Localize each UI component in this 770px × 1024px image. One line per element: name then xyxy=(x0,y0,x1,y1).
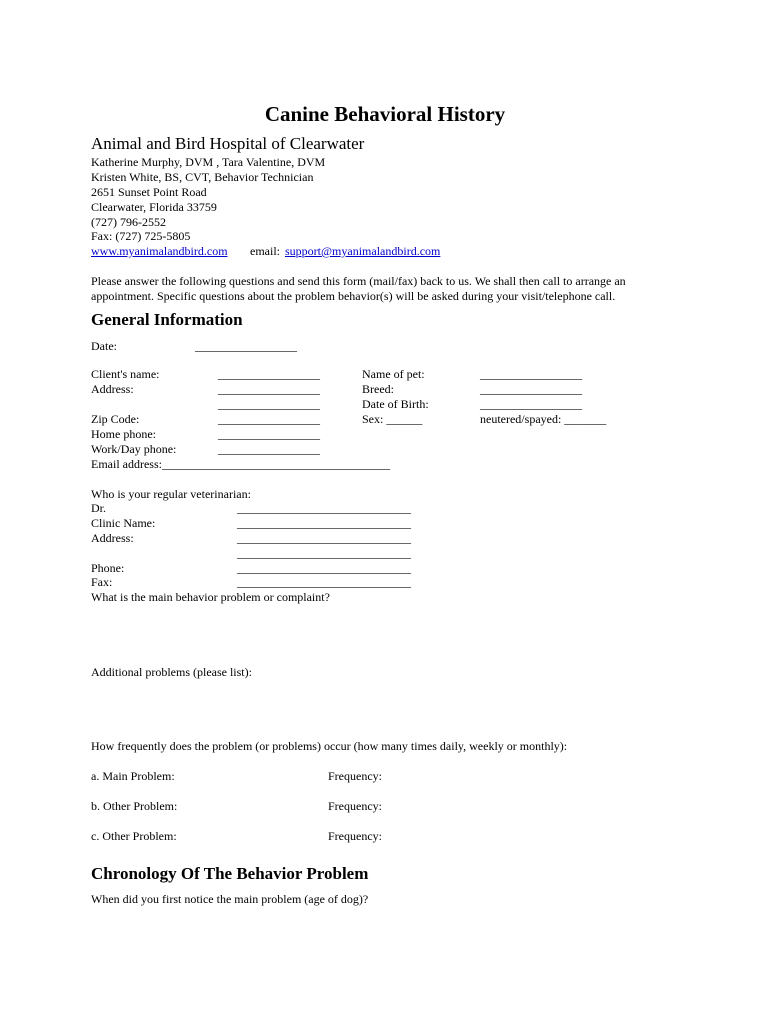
vet-fax-field[interactable]: _____________________________ xyxy=(237,575,411,589)
vet-address-field-2[interactable]: _____________________________ xyxy=(237,546,411,560)
clinic-street: 2651 Sunset Point Road xyxy=(91,185,207,199)
home-phone-field[interactable]: _________________ xyxy=(218,427,320,441)
problem-c-frequency: Frequency: xyxy=(328,829,382,843)
problem-a-frequency: Frequency: xyxy=(328,769,382,783)
clinic-staff-1: Katherine Murphy, DVM , Tara Valentine, DVM xyxy=(91,155,326,169)
problem-c-label: c. Other Problem: xyxy=(91,829,177,843)
vet-phone-field[interactable]: _____________________________ xyxy=(237,561,411,575)
clinic-fax: Fax: (727) 725-5805 xyxy=(91,229,191,243)
intro-line-2: appointment. Specific questions about the problem behavior(s) will be asked during your visit/telephone call. xyxy=(91,289,616,303)
email-link[interactable]: support@myanimalandbird.com xyxy=(285,244,441,258)
clinic-city: Clearwater, Florida 33759 xyxy=(91,200,217,214)
zip-field[interactable]: _________________ xyxy=(218,412,320,426)
intro-line-1: Please answer the following questions and send this form (mail/fax) back to us. We shall then call to arrange an xyxy=(91,274,626,288)
address-field-2[interactable]: _________________ xyxy=(218,397,320,411)
neutered-field[interactable]: neutered/spayed: _______ xyxy=(480,412,607,426)
website-link[interactable]: www.myanimalandbird.com xyxy=(91,244,228,258)
home-phone-label: Home phone: xyxy=(91,427,156,441)
client-name-field[interactable]: _________________ xyxy=(218,367,320,381)
frequency-question: How frequently does the problem (or problems) occur (how many times daily, weekly or monthly): xyxy=(91,739,568,753)
sex-field[interactable]: Sex: ______ xyxy=(362,412,423,426)
vet-question: Who is your regular veterinarian: xyxy=(91,487,251,501)
vet-phone-label: Phone: xyxy=(91,561,125,575)
vet-clinic-field[interactable]: _____________________________ xyxy=(237,516,411,530)
date-label: Date: xyxy=(91,339,117,353)
clinic-name: Animal and Bird Hospital of Clearwater xyxy=(91,134,365,153)
dob-label: Date of Birth: xyxy=(362,397,429,411)
work-phone-field[interactable]: _________________ xyxy=(218,442,320,456)
date-field[interactable]: _________________ xyxy=(195,339,297,353)
email-address-field[interactable]: Email address:______________________________________ xyxy=(91,457,390,471)
page-title: Canine Behavioral History xyxy=(264,102,506,126)
vet-address-label: Address: xyxy=(91,531,134,545)
vet-address-field-1[interactable]: _____________________________ xyxy=(237,531,411,545)
clinic-phone: (727) 796-2552 xyxy=(91,215,166,229)
address-label: Address: xyxy=(91,382,134,396)
problem-b-label: b. Other Problem: xyxy=(91,799,178,813)
chronology-question: When did you first notice the main problem (age of dog)? xyxy=(91,892,369,906)
vet-dr-label: Dr. xyxy=(91,501,106,515)
additional-problems-question: Additional problems (please list): xyxy=(91,665,252,679)
problem-a-label: a. Main Problem: xyxy=(91,769,175,783)
pet-name-label: Name of pet: xyxy=(362,367,425,381)
email-label: email: xyxy=(250,244,280,258)
vet-dr-field[interactable]: _____________________________ xyxy=(237,501,411,515)
vet-fax-label: Fax: xyxy=(91,575,113,589)
problem-b-frequency: Frequency: xyxy=(328,799,382,813)
pet-name-field[interactable]: _________________ xyxy=(480,367,582,381)
vet-clinic-label: Clinic Name: xyxy=(91,516,156,530)
clinic-staff-2: Kristen White, BS, CVT, Behavior Technician xyxy=(91,170,314,184)
address-field-1[interactable]: _________________ xyxy=(218,382,320,396)
dob-field[interactable]: _________________ xyxy=(480,397,582,411)
work-phone-label: Work/Day phone: xyxy=(91,442,177,456)
chronology-heading: Chronology Of The Behavior Problem xyxy=(91,864,369,883)
general-info-heading: General Information xyxy=(91,310,243,329)
main-problem-question: What is the main behavior problem or complaint? xyxy=(91,590,330,604)
breed-field[interactable]: _________________ xyxy=(480,382,582,396)
breed-label: Breed: xyxy=(362,382,394,396)
zip-label: Zip Code: xyxy=(91,412,140,426)
client-name-label: Client's name: xyxy=(91,367,160,381)
